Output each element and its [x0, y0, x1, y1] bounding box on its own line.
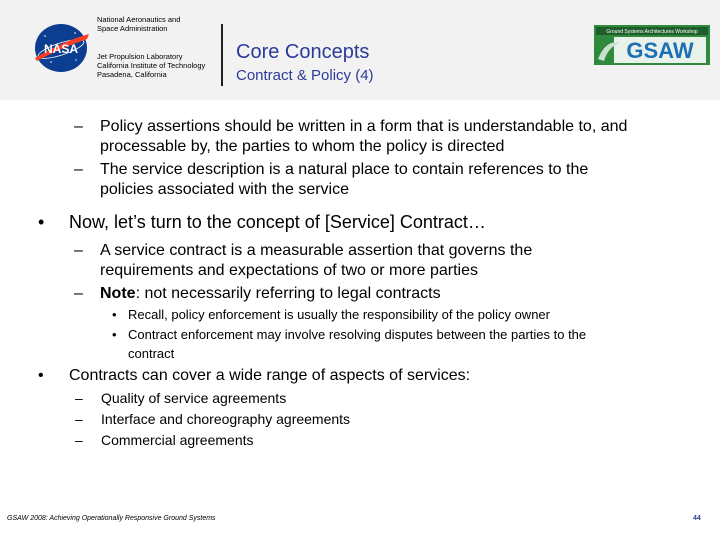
- dash-item-text: processable by, the parties to whom the policy is directed: [100, 138, 505, 155]
- org-name-nasa: National Aeronautics and Space Administration: [97, 15, 181, 33]
- subbullet-text: Recall, policy enforcement is usually the responsibility of the policy owner: [128, 307, 550, 322]
- slide-title: Core Concepts: [236, 41, 370, 63]
- dash-marker: –: [74, 161, 83, 178]
- dash-marker: –: [75, 411, 83, 427]
- bullet-text: Now, let’s turn to the concept of [Service] Contract…: [69, 212, 486, 232]
- dash-marker: –: [74, 118, 83, 135]
- subbullet-marker: •: [112, 307, 117, 322]
- gsaw-logo: [594, 25, 710, 65]
- subbullet-text: contract: [128, 346, 175, 361]
- dash-item-text: policies associated with the service: [100, 181, 350, 198]
- dash-marker: –: [74, 285, 83, 302]
- bullet-text: Contracts can cover a wide range of aspects of services:: [69, 367, 471, 384]
- nasa-logo: [31, 22, 91, 74]
- subbullet-text: Contract enforcement may involve resolving disputes between the parties to the: [128, 327, 587, 342]
- note-text: : not necessarily referring to legal contracts: [135, 285, 441, 302]
- org-name-jpl: Jet Propulsion Laboratory California Institute of Technology Pasadena, California: [97, 52, 206, 79]
- dash-marker: –: [74, 242, 83, 259]
- dash-item-text: A service contract is a measurable assertion that governs the: [100, 242, 533, 259]
- dash-marker: –: [75, 432, 83, 448]
- dash-item-text: The service description is a natural place to contain references to the: [100, 161, 589, 178]
- footer-text: GSAW 2008: Achieving Operationally Responsive Ground Systems: [7, 515, 216, 522]
- dash-item-text: Interface and choreography agreements: [101, 411, 351, 427]
- dash-item-text: Quality of service agreements: [101, 390, 287, 406]
- note-label: Note: [100, 285, 136, 302]
- header-divider: [221, 24, 223, 86]
- slide-header: [0, 0, 720, 100]
- svg-text:Ground Systems Architectures W: Ground Systems Architectures Workshop: [606, 29, 698, 35]
- svg-text:NASA: NASA: [43, 42, 79, 56]
- dash-item-text: Policy assertions should be written in a form that is understandable to, and: [100, 118, 628, 135]
- bullet-marker: •: [38, 367, 44, 384]
- page-number: 44: [693, 515, 701, 522]
- subbullet-marker: •: [112, 327, 117, 342]
- dash-item-text: [100, 285, 441, 303]
- bullet-marker: •: [38, 212, 45, 232]
- dash-item-text: Commercial agreements: [101, 432, 254, 448]
- svg-text:GSAW: GSAW: [626, 38, 694, 63]
- slide-subtitle: Contract & Policy (4): [236, 67, 374, 84]
- dash-item-text: requirements and expectations of two or more parties: [100, 262, 478, 279]
- dash-marker: –: [75, 390, 83, 406]
